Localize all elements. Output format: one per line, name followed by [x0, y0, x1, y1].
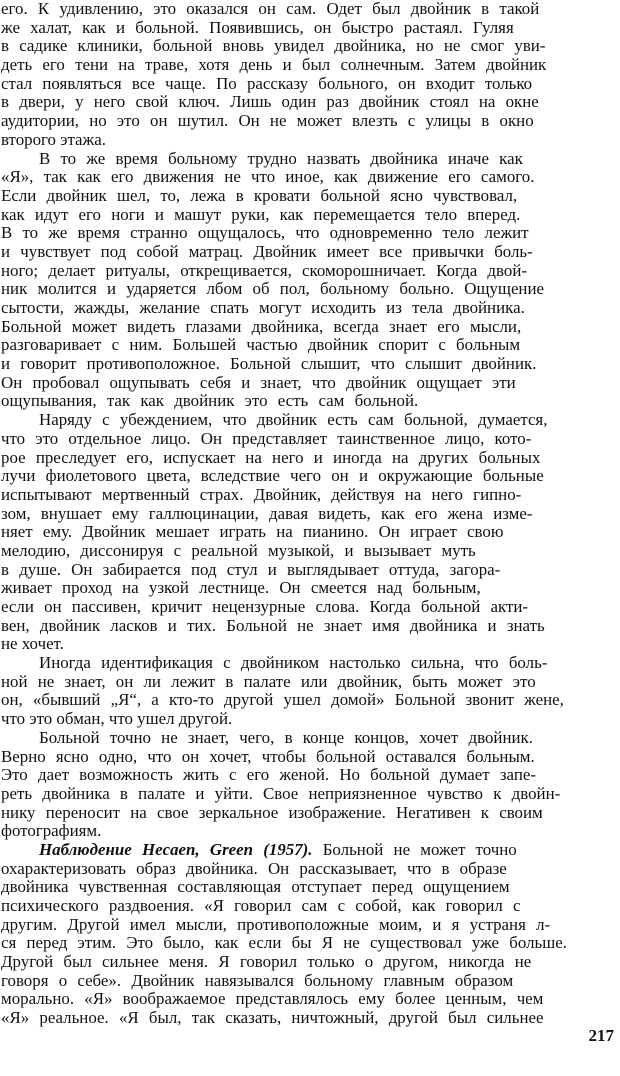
text-line	[1, 561, 616, 580]
text-line	[1, 150, 616, 169]
text-line	[1, 112, 616, 131]
text-line	[1, 878, 616, 897]
line-text: фотографиям.	[1, 822, 102, 841]
text-line	[1, 243, 616, 262]
line-text: морально. «Я» воображаемое представлялось ему более ценным, чем	[1, 990, 544, 1009]
text-line	[1, 691, 616, 710]
observation-heading: Наблюдение Hecaen, Green (1957).	[39, 840, 313, 859]
line-text: Больной точно не знает, чего, в конце концов, хочет двойник.	[39, 728, 533, 747]
line-text: Другой был сильнее меня. Я говорил только о другом, никогда не	[1, 953, 532, 972]
line-text: ного; делает ритуалы, открещивается, скоморошничает. Когда двой-	[1, 261, 527, 280]
text-line	[1, 467, 616, 486]
line-text: аудитории, но это он шутил. Он не может влезть с улицы в окно	[1, 112, 534, 131]
line-text: не хочет.	[1, 635, 64, 654]
line-text: говоря о себе». Двойник навязывался больному главным образом	[1, 971, 514, 990]
line-text: живает проход на узкой лестнице. Он смеется над больным,	[1, 579, 481, 598]
text-line	[1, 1009, 616, 1028]
text-line	[1, 0, 616, 19]
line-text: ник молится и ударяется лбом об пол, больному больно. Ощущение	[1, 280, 545, 299]
line-text: Больной не может точно	[312, 840, 517, 859]
line-text: Иногда идентификация с двойником настолько сильна, что боль-	[39, 654, 548, 673]
text-line	[1, 505, 616, 524]
line-text: лучи фиолетового цвета, вследствие чего он и окружающие больные	[1, 467, 544, 486]
line-text: ощупывания, так как двойник это есть сам больной.	[1, 392, 419, 411]
text-line	[1, 729, 616, 748]
line-text: В то же время странно ощущалось, что одновременно тело лежит	[1, 224, 529, 243]
line-text: В то же время больному трудно назвать двойника иначе как	[39, 149, 523, 168]
line-text: же халат, как и больной. Появившись, он быстро растаял. Гуляя	[1, 18, 514, 37]
text-line	[1, 299, 616, 318]
line-text: его. К удивлению, это оказался он сам. Одет был двойник в такой	[1, 0, 540, 18]
text-line	[1, 748, 616, 767]
line-text: Это дает возможность жить с его женой. Но больной думает запе-	[1, 766, 536, 785]
text-line	[1, 654, 616, 673]
text-line	[1, 280, 616, 299]
line-text: реть двойника в палате и уйти. Свое неприязненное чувство к двойн-	[1, 784, 561, 803]
text-line	[1, 598, 616, 617]
line-text: что это отдельное лицо. Он представляет таинственное лицо, кото-	[1, 429, 532, 448]
line-text: в садике клиники, больной вновь увидел двойника, но не смог уви-	[1, 37, 546, 56]
line-text: и говорит противоположное. Больной слышит, что слышит двойник.	[1, 355, 537, 374]
line-text: другим. Другой имел мысли, противоположные моим, и я устраня л-	[1, 915, 551, 934]
line-text: что это обман, что ушел другой.	[1, 710, 233, 729]
line-text: ной не знает, он ли лежит в палате или двойник, быть может это	[1, 672, 536, 691]
line-text: зом, внушает ему галлюцинации, давая видеть, как его жена изме-	[1, 504, 533, 523]
line-text: разговаривает с ним. Большей частью двойник спорит с больным	[1, 336, 521, 355]
text-line	[1, 262, 616, 281]
line-text: Больной может видеть глазами двойника, всегда знает его мысли,	[1, 317, 522, 336]
text-line	[1, 131, 616, 150]
text-line	[1, 355, 616, 374]
text-line	[1, 411, 616, 430]
text-line	[1, 841, 616, 860]
text-line	[1, 392, 616, 411]
text-line	[1, 972, 616, 991]
line-text: он, «бывший „Я“, а кто-то другой ушел домой» Больной звонит жене,	[1, 691, 564, 710]
line-text: стал появляться все чаще. По рассказу больного, он входит только	[1, 74, 533, 93]
line-text: «Я», так как его движения не что иное, как движение его самого.	[1, 168, 535, 187]
line-text: второго этажа.	[1, 130, 106, 149]
text-line	[1, 579, 616, 598]
line-text: «Я» реальное. «Я был, так сказать, ничтожный, другой был сильнее	[1, 1009, 544, 1028]
line-text: Он пробовал ощупывать себя и знает, что двойник ощущает эти	[1, 373, 516, 392]
text-line	[1, 449, 616, 468]
text-line	[1, 318, 616, 337]
line-text: и чувствует под собой матрац. Двойник имеет все привычки боль-	[1, 242, 533, 261]
line-text: Наряду с убеждением, что двойник есть сам больной, думается,	[39, 411, 548, 430]
text-line	[1, 187, 616, 206]
line-text: Верно ясно одно, что он хочет, чтобы больной оставался больным.	[1, 747, 535, 766]
line-text: в двери, у него свой ключ. Лишь один раз двойник стоял на окне	[1, 93, 539, 112]
text-line	[1, 897, 616, 916]
text-line	[1, 374, 616, 393]
text-line	[1, 860, 616, 879]
text-line	[1, 37, 616, 56]
line-text: деть его тени на траве, хотя день и был солнечным. Затем двойник	[1, 56, 547, 75]
text-line	[1, 93, 616, 112]
line-text: Если двойник шел, то, лежа в кровати больной ясно чувствовал,	[1, 186, 518, 205]
line-text: в душе. Он забирается под стул и выглядывает оттуда, загора-	[1, 560, 501, 579]
text-line	[1, 336, 616, 355]
text-line	[1, 486, 616, 505]
line-text: двойника чувственная составляющая отступает перед ощущением	[1, 878, 510, 897]
text-line	[1, 934, 616, 953]
line-text: как идут его ноги и машут руки, как перемещается тело вперед.	[1, 205, 521, 224]
text-line	[1, 56, 616, 75]
line-text: ся перед этим. Это было, как если бы Я не существовал уже больше.	[1, 934, 567, 953]
text-line	[1, 19, 616, 38]
text-line	[1, 822, 616, 841]
line-text: нику переносит на свое зеркальное изображение. Негативен к своим	[1, 803, 543, 822]
text-line	[1, 75, 616, 94]
text-line	[1, 168, 616, 187]
text-line	[1, 673, 616, 692]
text-line	[1, 523, 616, 542]
line-text: психического раздвоения. «Я говорил сам с собой, как говорил с	[1, 897, 521, 915]
line-text: мелодию, диссонируя с реальной музыкой, и вызывает муть	[1, 541, 476, 560]
text-line	[1, 804, 616, 823]
line-text: сытости, жажды, желание спать могут исходить из тела двойника.	[1, 299, 525, 317]
line-text: рое преследует его, испускает на него и иногда на других больных	[1, 448, 541, 467]
text-line	[1, 916, 616, 935]
text-line	[1, 617, 616, 636]
text-line	[1, 766, 616, 785]
line-text: охарактеризовать образ двойника. Он рассказывает, что в образе	[1, 859, 507, 878]
line-text: няет ему. Двойник мешает играть на пианино. Он играет свою	[1, 523, 504, 542]
page-text-body	[1, 0, 616, 1028]
text-line	[1, 542, 616, 561]
text-line	[1, 953, 616, 972]
page-number: 217	[588, 1026, 614, 1045]
text-line	[1, 785, 616, 804]
text-line	[1, 430, 616, 449]
text-line	[1, 224, 616, 243]
line-text: если он пассивен, кричит нецензурные слова. Когда больной акти-	[1, 598, 529, 616]
text-line	[1, 990, 616, 1009]
text-line	[1, 206, 616, 225]
line-text: вен, двойник ласков и тих. Больной не знает имя двойника и знать	[1, 616, 545, 635]
line-text: испытывают мертвенный страх. Двойник, действуя на него гипно-	[1, 485, 522, 504]
text-line	[1, 710, 616, 729]
text-line	[1, 635, 616, 654]
